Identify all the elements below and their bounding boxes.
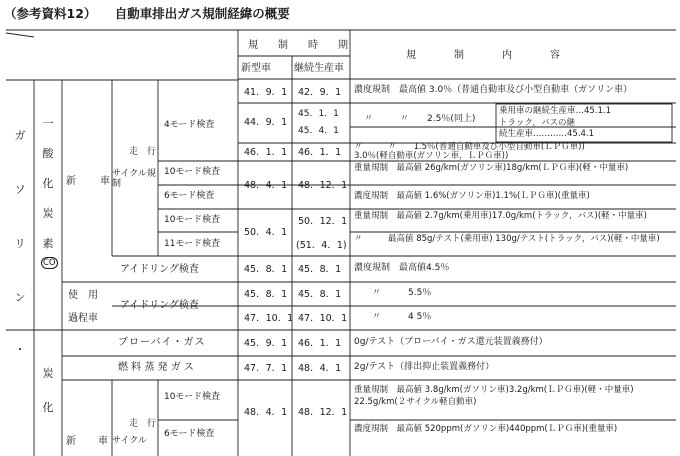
label-new-vehicle: 新 車 (66, 176, 110, 187)
row-11-content: 0g/テスト（ブローバイ・ガス還元装置義務付） (354, 337, 548, 347)
row-6-test: 10モード検査 (164, 215, 221, 225)
label-driving: 走 行 (128, 147, 156, 157)
row-8-content: 濃度規制 最高値4.5％ (354, 263, 450, 273)
category-gasoline: ガ ソ リ ン ・ (14, 129, 26, 356)
row-11-new: 45．9．1 (244, 338, 288, 349)
row-8-cont: 45．8．1 (298, 264, 342, 275)
row-13-test: 10モード検査 (164, 392, 221, 402)
row-2-note: 乗用車の継続生産車…45.1.1 トラック，バスの継 続生産車…………45.4.1 (499, 106, 612, 139)
row-6-new: 50．4．1 (244, 227, 288, 238)
header-period: 規 制 時 期 (248, 40, 353, 51)
row-5-test: 6モード検査 (164, 191, 215, 201)
row-10-content: 〃 4 5％ (372, 312, 432, 322)
label-fuel-evaporative-gas: 燃 料 蒸 発 ガ ス (118, 362, 194, 373)
row-14-content: 濃度規制 最高値 520ppm(ガソリン車)440ppm(ＬＰＧ車)(重量車) (354, 424, 618, 434)
co-abbreviation: CO (43, 258, 56, 268)
row-3-new: 46．1．1 (244, 147, 288, 158)
label-idling-test-used: アイドリング検査 (120, 300, 199, 311)
row-8-new: 45．8．1 (244, 264, 288, 275)
row-3-content: 〃 〃 1.5％(普通自動車及び小型自動車(ＬＰＧ車)) 3.0％(軽自動車(ガソリン車，ＬＰＧ車)) (354, 142, 585, 161)
row-4-content: 重量規制 最高値 26g/km(ガソリン車)18g/km(ＬＰＧ車)(軽・中量車) (354, 163, 629, 173)
row-2-new: 44．9．1 (244, 117, 288, 128)
row-2-cont: 45．1．1 45．4．1 (298, 109, 339, 136)
row-12-cont: 48．4．1 (298, 363, 342, 374)
row-6-cont: 50．12．1 (298, 216, 348, 227)
row-10-cont: 47．10．1 (298, 313, 348, 324)
row-1-cont: 42．9．1 (298, 87, 342, 98)
row-12-content: 2g/テスト（排出抑止装置義務付） (354, 362, 495, 372)
header-content: 規 制 内 容 (406, 50, 566, 61)
row-7-test: 11モード検査 (164, 239, 221, 249)
label-new-vehicle-hc: 新 車 (66, 436, 108, 447)
row-13-new: 48．4．1 (244, 407, 288, 418)
row-9-content: 〃 5.5％ (372, 288, 432, 298)
label-driving-hc: 走 行 (128, 419, 156, 429)
label-cycle-regulation: サイクル規 制 (112, 169, 165, 189)
row-4-cont: 48．12．1 (298, 180, 348, 191)
category-hydrocarbon: 炭 化 (42, 367, 54, 414)
row-2-test: 4モード検査 (164, 120, 215, 130)
row-1-new: 41．9．1 (244, 87, 288, 98)
row-7-cont: (51．4．1) (296, 240, 347, 251)
row-2-content: 〃 〃 2.5％(同上) (364, 114, 476, 124)
row-9-cont: 45．8．1 (298, 289, 342, 300)
row-6-content: 重量規制 最高値 2.7g/km(乗用車)17.0g/km(トラック，バス)(軽・中量車) (354, 211, 647, 221)
row-13-cont: 48．12．1 (298, 407, 348, 418)
row-3-cont: 46．1．1 (298, 147, 342, 158)
label-idling-test: アイドリング検査 (120, 264, 199, 275)
label-in-use-vehicle: 過程車 (68, 313, 98, 324)
row-10-new: 47．10．1 (244, 313, 294, 324)
row-14-test: 6モード検査 (164, 429, 215, 439)
row-12-new: 47．7．1 (244, 363, 288, 374)
reference-number: （参考資料12） (4, 6, 97, 21)
label-blowby-gas: ブローバイ・ガス (118, 337, 206, 348)
header-continued-production: 継続生産車 (294, 63, 344, 74)
row-7-content: 〃 最高値 85g/テスト(乗用車) 130g/テスト(トラック，バス)(軽・中量車) (354, 234, 660, 244)
header-new-model: 新型車 (241, 63, 271, 74)
row-13-content: 重量規制 最高値 3.8g/km(ガソリン車)3.2g/km(ＬＰＧ車)(軽・中量車) 22.5g/km(２サイクル軽自動車) (354, 385, 634, 407)
row-4-test: 10モード検査 (164, 167, 221, 177)
row-11-cont: 46．1．1 (298, 338, 342, 349)
title-main: 自動車排出ガス規制経緯の概要 (114, 6, 290, 21)
category-carbon-monoxide: 一 酸 化 炭 素 CO (42, 117, 56, 268)
row-5-content: 濃度規制 最高値 1.6%(ガソリン車)1.1%(ＬＰＧ車)(重量車) (354, 191, 590, 201)
row-4-new: 48．4．1 (244, 180, 288, 191)
label-in-use: 使 用 (68, 290, 98, 301)
label-cycle-hc: サイクル (112, 436, 147, 446)
row-9-new: 45．8．1 (244, 289, 288, 300)
row-1-content: 濃度規制 最高値 3.0％（普通自動車及び小型自動車（ガソリン車） (354, 85, 633, 95)
